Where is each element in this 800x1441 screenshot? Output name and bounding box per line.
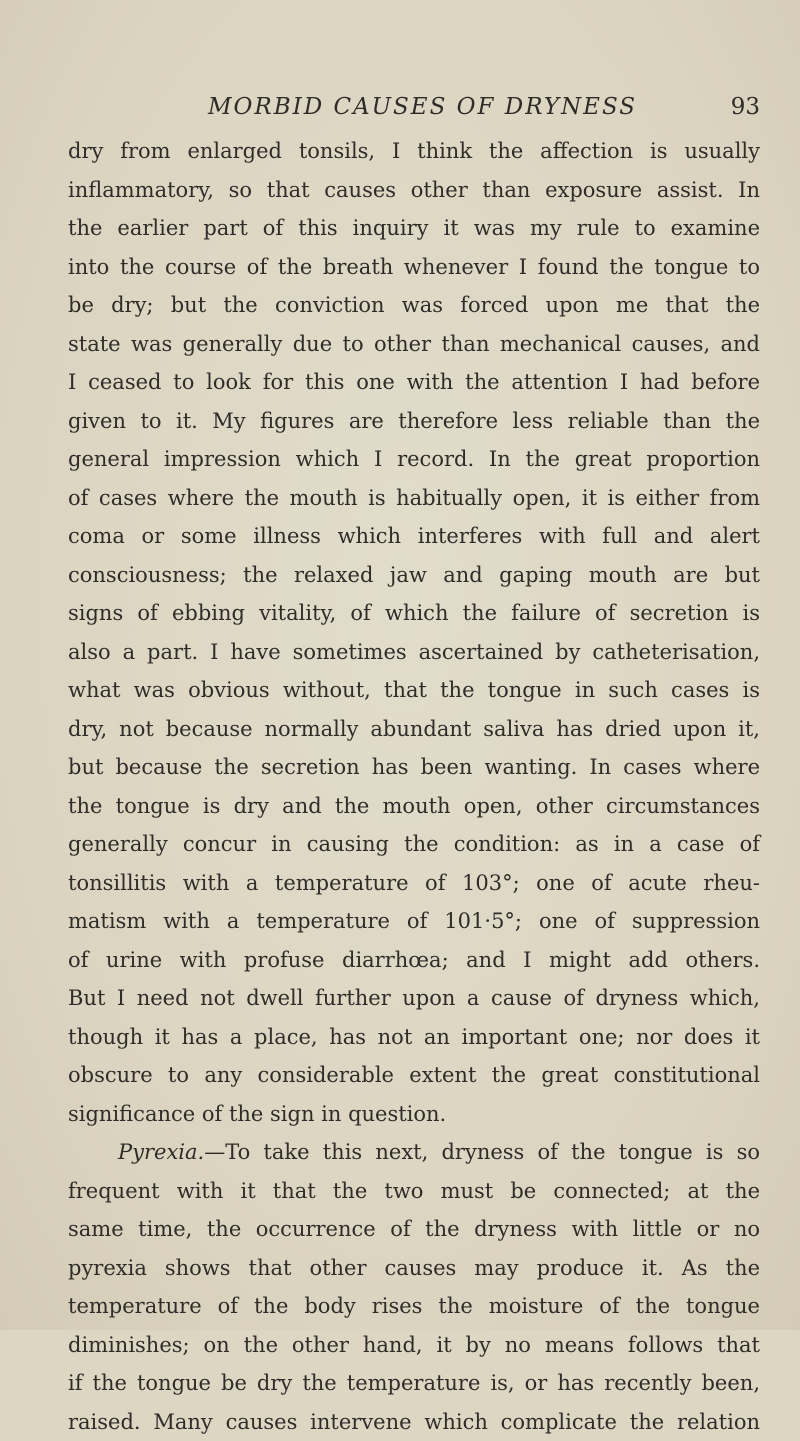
text-line: diminishes; on the other hand, it by no means follows that — [68, 1326, 760, 1365]
pyrexia-first-line-text: —To take this next, dryness of the tongue is so — [204, 1140, 760, 1164]
text-line: signs of ebbing vitality, of which the failure of secretion is — [68, 594, 760, 633]
text-line: though it has a place, has not an important one; nor does it — [68, 1018, 760, 1057]
text-line: also a part. I have sometimes ascertained by catheterisation, — [68, 633, 760, 672]
text-line: but because the secretion has been wanting. In cases where — [68, 748, 760, 787]
text-line: of urine with profuse diarrhœa; and I might add others. — [68, 941, 760, 980]
text-line: the earlier part of this inquiry it was my rule to examine — [68, 209, 760, 248]
text-line: coma or some illness which interferes with full and alert — [68, 517, 760, 556]
text-line: dry from enlarged tonsils, I think the affection is usually — [68, 132, 760, 171]
text-line: the tongue is dry and the mouth open, other circumstances — [68, 787, 760, 826]
text-line: generally concur in causing the condition: as in a case of — [68, 825, 760, 864]
text-line: if the tongue be dry the temperature is, or has recently been, — [68, 1364, 760, 1403]
text-line: matism with a temperature of 101·5°; one of suppression — [68, 902, 760, 941]
text-line: given to it. My figures are therefore less reliable than the — [68, 402, 760, 441]
text-line: pyrexia shows that other causes may produce it. As the — [68, 1249, 760, 1288]
text-line: be dry; but the conviction was forced upon me that the — [68, 286, 760, 325]
text-line: raised. Many causes intervene which complicate the relation — [68, 1403, 760, 1441]
text-line: significance of the sign in question. — [68, 1095, 760, 1134]
text-line: dry, not because normally abundant saliva has dried upon it, — [68, 710, 760, 749]
text-line: temperature of the body rises the moisture of the tongue — [68, 1287, 760, 1326]
page-number: 93 — [731, 92, 760, 122]
text-line: obscure to any considerable extent the great constitutional — [68, 1056, 760, 1095]
text-line: into the course of the breath whenever I found the tongue to — [68, 248, 760, 287]
text-line: same time, the occurrence of the dryness with little or no — [68, 1210, 760, 1249]
running-head: MORBID CAUSES OF DRYNESS — [208, 92, 637, 122]
page-header — [60, 92, 760, 126]
pyrexia-heading: Pyrexia. — [118, 1140, 204, 1164]
text-line: inflammatory, so that causes other than exposure assist. In — [68, 171, 760, 210]
text-line: general impression which I record. In the great proportion — [68, 440, 760, 479]
text-line: I ceased to look for this one with the attention I had before — [68, 363, 760, 402]
pyrexia-first-line — [68, 1133, 760, 1172]
text-line: But I need not dwell further upon a cause of dryness which, — [68, 979, 760, 1018]
text-line: consciousness; the relaxed jaw and gaping mouth are but — [68, 556, 760, 595]
text-line: frequent with it that the two must be connected; at the — [68, 1172, 760, 1211]
text-line: state was generally due to other than mechanical causes, and — [68, 325, 760, 364]
text-line: what was obvious without, that the tongue in such cases is — [68, 671, 760, 710]
text-line: of cases where the mouth is habitually open, it is either from — [68, 479, 760, 518]
body-text — [68, 132, 760, 1441]
text-line: tonsillitis with a temperature of 103°; one of acute rheu- — [68, 864, 760, 903]
